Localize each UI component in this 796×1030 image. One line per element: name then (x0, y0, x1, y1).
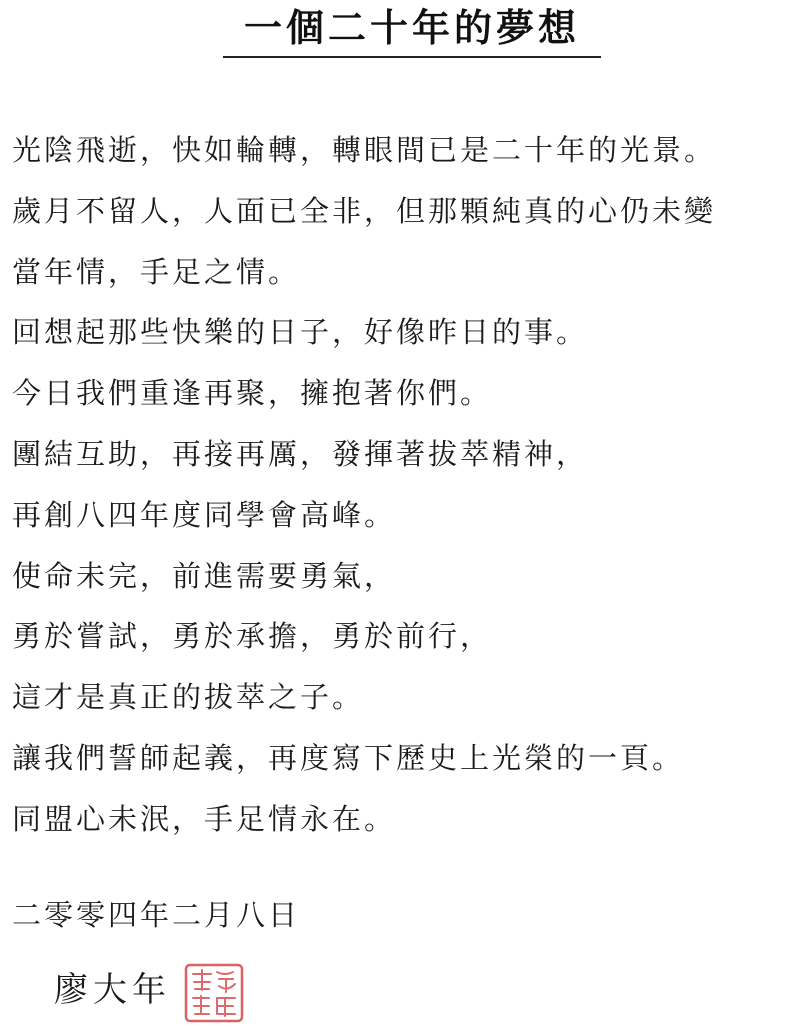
poem-line: 再創八四年度同學會高峰。 (12, 497, 397, 532)
title-underline (223, 56, 601, 58)
poem-line: 讓我們誓師起義，再度寫下歷史上光榮的一頁。 (12, 740, 685, 775)
poem-line: 使命未完，前進需要勇氣， (12, 558, 397, 593)
poem-line: 光陰飛逝，快如輪轉，轉眼間已是二十年的光景。 (12, 133, 717, 167)
date-line: 二零零四年二月八日 (12, 898, 301, 932)
poem-line: 今日我們重逢再聚，擁抱著你們。 (12, 376, 493, 411)
poem-line: 這才是真正的拔萃之子。 (12, 680, 365, 715)
poem-line: 歲月不留人，人面已全非，但那顆純真的心仍未變 (12, 193, 717, 228)
seal-stamp-icon (183, 962, 245, 1024)
poem-line: 當年情，手足之情。 (12, 254, 301, 289)
signature-name: 廖大年 (54, 970, 171, 1010)
poem-line: 同盟心未泯，手足情永在。 (12, 801, 397, 836)
poem-line: 回想起那些快樂的日子，好像昨日的事。 (12, 315, 589, 350)
page-title: 一個二十年的夢想 (243, 5, 580, 50)
poem-line: 勇於嘗試，勇於承擔，勇於前行， (12, 619, 493, 654)
poem-line: 團結互助，再接再厲，發揮著拔萃精神， (12, 436, 589, 471)
poem-body (12, 120, 792, 850)
title-block (223, 6, 601, 50)
